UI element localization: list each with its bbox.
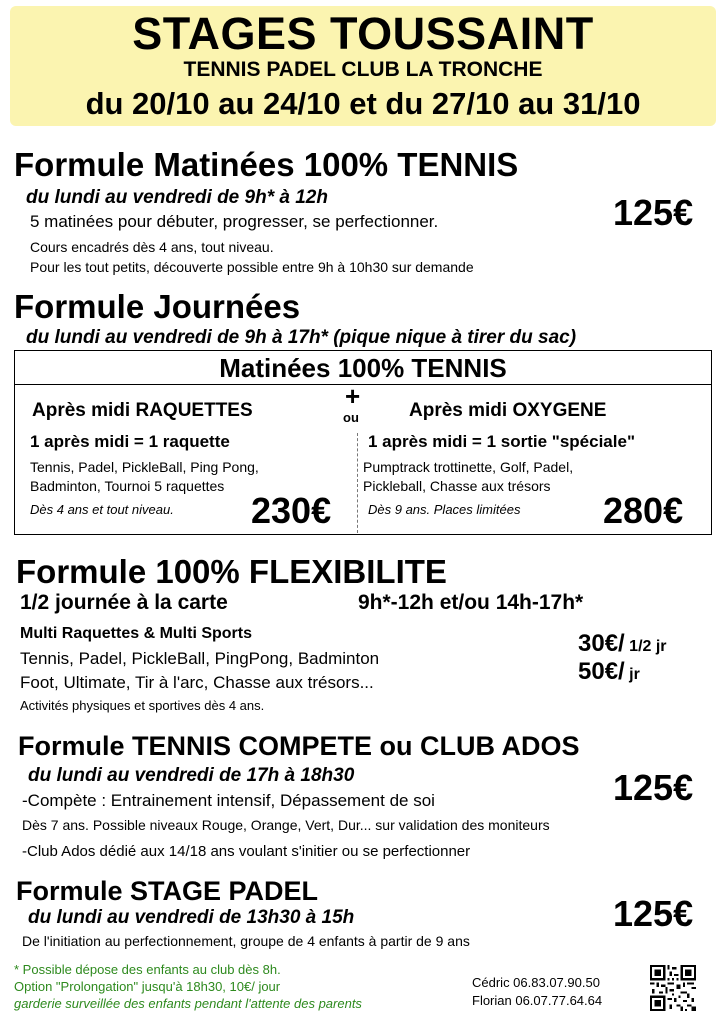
flexibilite-subtitle: 1/2 journée à la carte xyxy=(20,591,228,614)
journees-box-title: Matinées 100% TENNIS xyxy=(15,351,711,385)
compete-schedule: du lundi au vendredi de 17h à 18h30 xyxy=(28,765,355,786)
footer-note3: garderie surveillée des enfants pendant l'attente des parents xyxy=(14,996,362,1011)
page-title: STAGES TOUSSAINT xyxy=(132,8,594,59)
raquettes-title: Après midi RAQUETTES xyxy=(32,400,253,421)
matinees-line3: Pour les tout petits, découverte possible entre 9h à 10h30 sur demande xyxy=(30,259,474,275)
compete-line1: -Compète : Entrainement intensif, Dépassement de soi xyxy=(22,791,435,810)
club-name: TENNIS PADEL CLUB LA TRONCHE xyxy=(183,58,543,81)
header-banner xyxy=(10,6,716,126)
ou-label: ou xyxy=(343,410,359,425)
flexibilite-line1: Tennis, Padel, PickleBall, PingPong, Badminton xyxy=(20,649,380,668)
raquettes-price: 230€ xyxy=(251,490,332,531)
journees-schedule: du lundi au vendredi de 9h à 17h* (pique nique à tirer du sac) xyxy=(26,327,577,348)
matinees-schedule: du lundi au vendredi de 9h* à 12h xyxy=(26,187,328,208)
padel-schedule: du lundi au vendredi de 13h30 à 15h xyxy=(28,907,355,928)
flexibilite-price-full-value: 50€/ xyxy=(578,658,625,685)
raquettes-desc1: Tennis, Padel, PickleBall, Ping Pong, xyxy=(30,459,259,475)
qr-code-icon[interactable] xyxy=(650,965,696,1011)
raquettes-note: Dès 4 ans et tout niveau. xyxy=(30,502,174,517)
matinees-title: Formule Matinées 100% TENNIS xyxy=(14,146,519,183)
journees-divider xyxy=(357,433,358,533)
flexibilite-price-half xyxy=(578,630,667,658)
footer-note2: Option "Prolongation" jusqu'à 18h30, 10€/ jour xyxy=(14,979,281,994)
matinees-line1: 5 matinées pour débuter, progresser, se perfectionner. xyxy=(30,212,439,231)
padel-line1: De l'initiation au perfectionnement, groupe de 4 enfants à partir de 9 ans xyxy=(22,933,470,949)
compete-price: 125€ xyxy=(613,767,694,808)
oxygene-price: 280€ xyxy=(603,490,684,531)
contact-cedric: Cédric 06.83.07.90.50 xyxy=(472,975,600,990)
flexibilite-price-full-unit: jr xyxy=(629,666,640,683)
matinees-price: 125€ xyxy=(613,192,694,233)
padel-price: 125€ xyxy=(613,893,694,934)
oxygene-title: Après midi OXYGENE xyxy=(409,400,607,421)
flexibilite-title: Formule 100% FLEXIBILITE xyxy=(16,553,447,590)
flexibilite-hours: 9h*-12h et/ou 14h-17h* xyxy=(358,591,584,614)
compete-line3: -Club Ados dédié aux 14/18 ans voulant s'initier ou se perfectionner xyxy=(22,843,471,860)
flexibilite-line2: Foot, Ultimate, Tir à l'arc, Chasse aux trésors... xyxy=(20,673,374,692)
oxygene-rule: 1 après midi = 1 sortie "spéciale" xyxy=(368,432,636,451)
oxygene-desc2: Pickleball, Chasse aux trésors xyxy=(363,478,551,494)
footer-note1: * Possible dépose des enfants au club dès 8h. xyxy=(14,962,281,977)
matinees-line2: Cours encadrés dès 4 ans, tout niveau. xyxy=(30,239,274,255)
raquettes-rule: 1 après midi = 1 raquette xyxy=(30,432,230,451)
flexibilite-price-half-value: 30€/ xyxy=(578,630,625,657)
oxygene-desc1: Pumptrack trottinette, Golf, Padel, xyxy=(363,459,574,475)
contact-florian: Florian 06.07.77.64.64 xyxy=(472,993,603,1008)
raquettes-desc2: Badminton, Tournoi 5 raquettes xyxy=(30,478,225,494)
flexibilite-price-full xyxy=(578,658,640,686)
stage-dates: du 20/10 au 24/10 et du 27/10 au 31/10 xyxy=(85,86,641,121)
flexibilite-heading: Multi Raquettes & Multi Sports xyxy=(20,625,252,642)
oxygene-note: Dès 9 ans. Places limitées xyxy=(368,502,521,517)
compete-line2: Dès 7 ans. Possible niveaux Rouge, Orange, Vert, Dur... sur validation des moniteurs xyxy=(22,817,550,833)
journees-title: Formule Journées xyxy=(14,288,301,325)
flexibilite-line3: Activités physiques et sportives dès 4 ans. xyxy=(20,698,265,713)
compete-title: Formule TENNIS COMPETE ou CLUB ADOS xyxy=(18,731,580,761)
padel-title: Formule STAGE PADEL xyxy=(16,876,319,906)
plus-sign: + xyxy=(345,381,361,411)
flexibilite-price-half-unit: 1/2 jr xyxy=(629,638,667,655)
